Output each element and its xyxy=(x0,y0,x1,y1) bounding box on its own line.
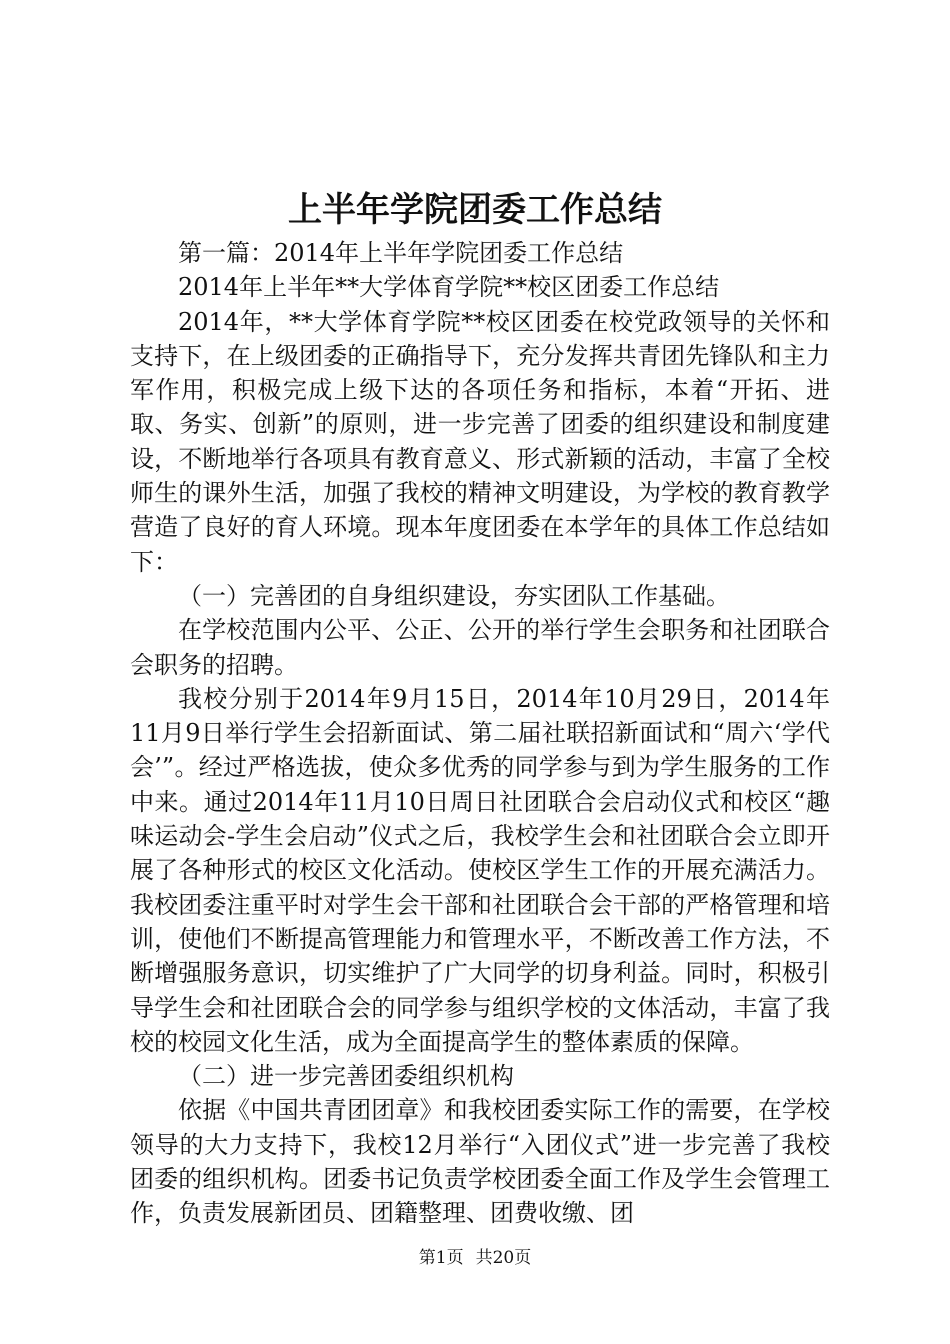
page-footer xyxy=(0,1246,950,1270)
paragraph-organization: 依据《中国共青团团章》和我校团委实际工作的需要，在学校领导的大力支持下，我校12月举行“入团仪式”进一步完善了我校团委的组织机构。团委书记负责学校团委全面工作及学生会管理工作，负责发展新团员、团籍整理、团费收缴、团 xyxy=(130,1096,830,1228)
page-title: 上半年学院团委工作总结 xyxy=(288,190,662,230)
paragraph-subtitle: 第一篇：2014年上半年学院团委工作总结 xyxy=(178,239,624,267)
page-total: 共20页 xyxy=(475,1248,532,1268)
page-number: 第1页 xyxy=(418,1248,464,1268)
section-heading-1: （一）完善团的自身组织建设，夯实团队工作基础。 xyxy=(178,581,730,610)
section-heading-2: （二）进一步完善团委组织机构 xyxy=(178,1062,514,1091)
paragraph-recruitment: 在学校范围内公平、公正、公开的举行学生会职务和社团联合会职务的招聘。 xyxy=(130,616,830,679)
paragraph-report-title: 2014年上半年**大学体育学院**校区团委工作总结 xyxy=(178,273,720,302)
paragraph-student-union: 我校分别于2014年9月15日，2014年10月29日，2014年11月9日举行学生会招新面试、第二届社联招新面试和“周六‘学代会’”。经过严格选拔，使众多优秀的同学参与到为学生服务的工作中来。通过2014年11月10日周日社团联合会启动仪式和校区“趣味运动会-学生会启动”仪式之后，我校学生会和社团联合会立即开展了各种形式的校区文化活动。使校区学生工作的开展充满活力。我校团委注重平时对学生会干部和社团联合会干部的严格管理和培训，使他们不断提高管理能力和管理水平，不断改善工作方法，不断增强服务意识，切实维护了广大同学的切身利益。同时，积极引导学生会和社团联合会的同学参与组织学校的文体活动，丰富了我校的校园文化生活，成为全面提高学生的整体素质的保障。 xyxy=(130,684,830,1056)
paragraph-intro: 2014年，**大学体育学院**校区团委在校党政领导的关怀和支持下，在上级团委的正确指导下，充分发挥共青团先锋队和主力军作用，积极完成上级下达的各项任务和指标，本着“开拓、进取、务实、创新”的原则，进一步完善了团委的组织建设和制度建设，不断地举行各项具有教育意义、形式新颖的活动，丰富了全校师生的课外生活，加强了我校的精神文明建设，为学校的教育教学营造了良好的育人环境。现本年度团委在本学年的具体工作总结如下： xyxy=(130,307,830,576)
document-body xyxy=(130,236,830,1231)
